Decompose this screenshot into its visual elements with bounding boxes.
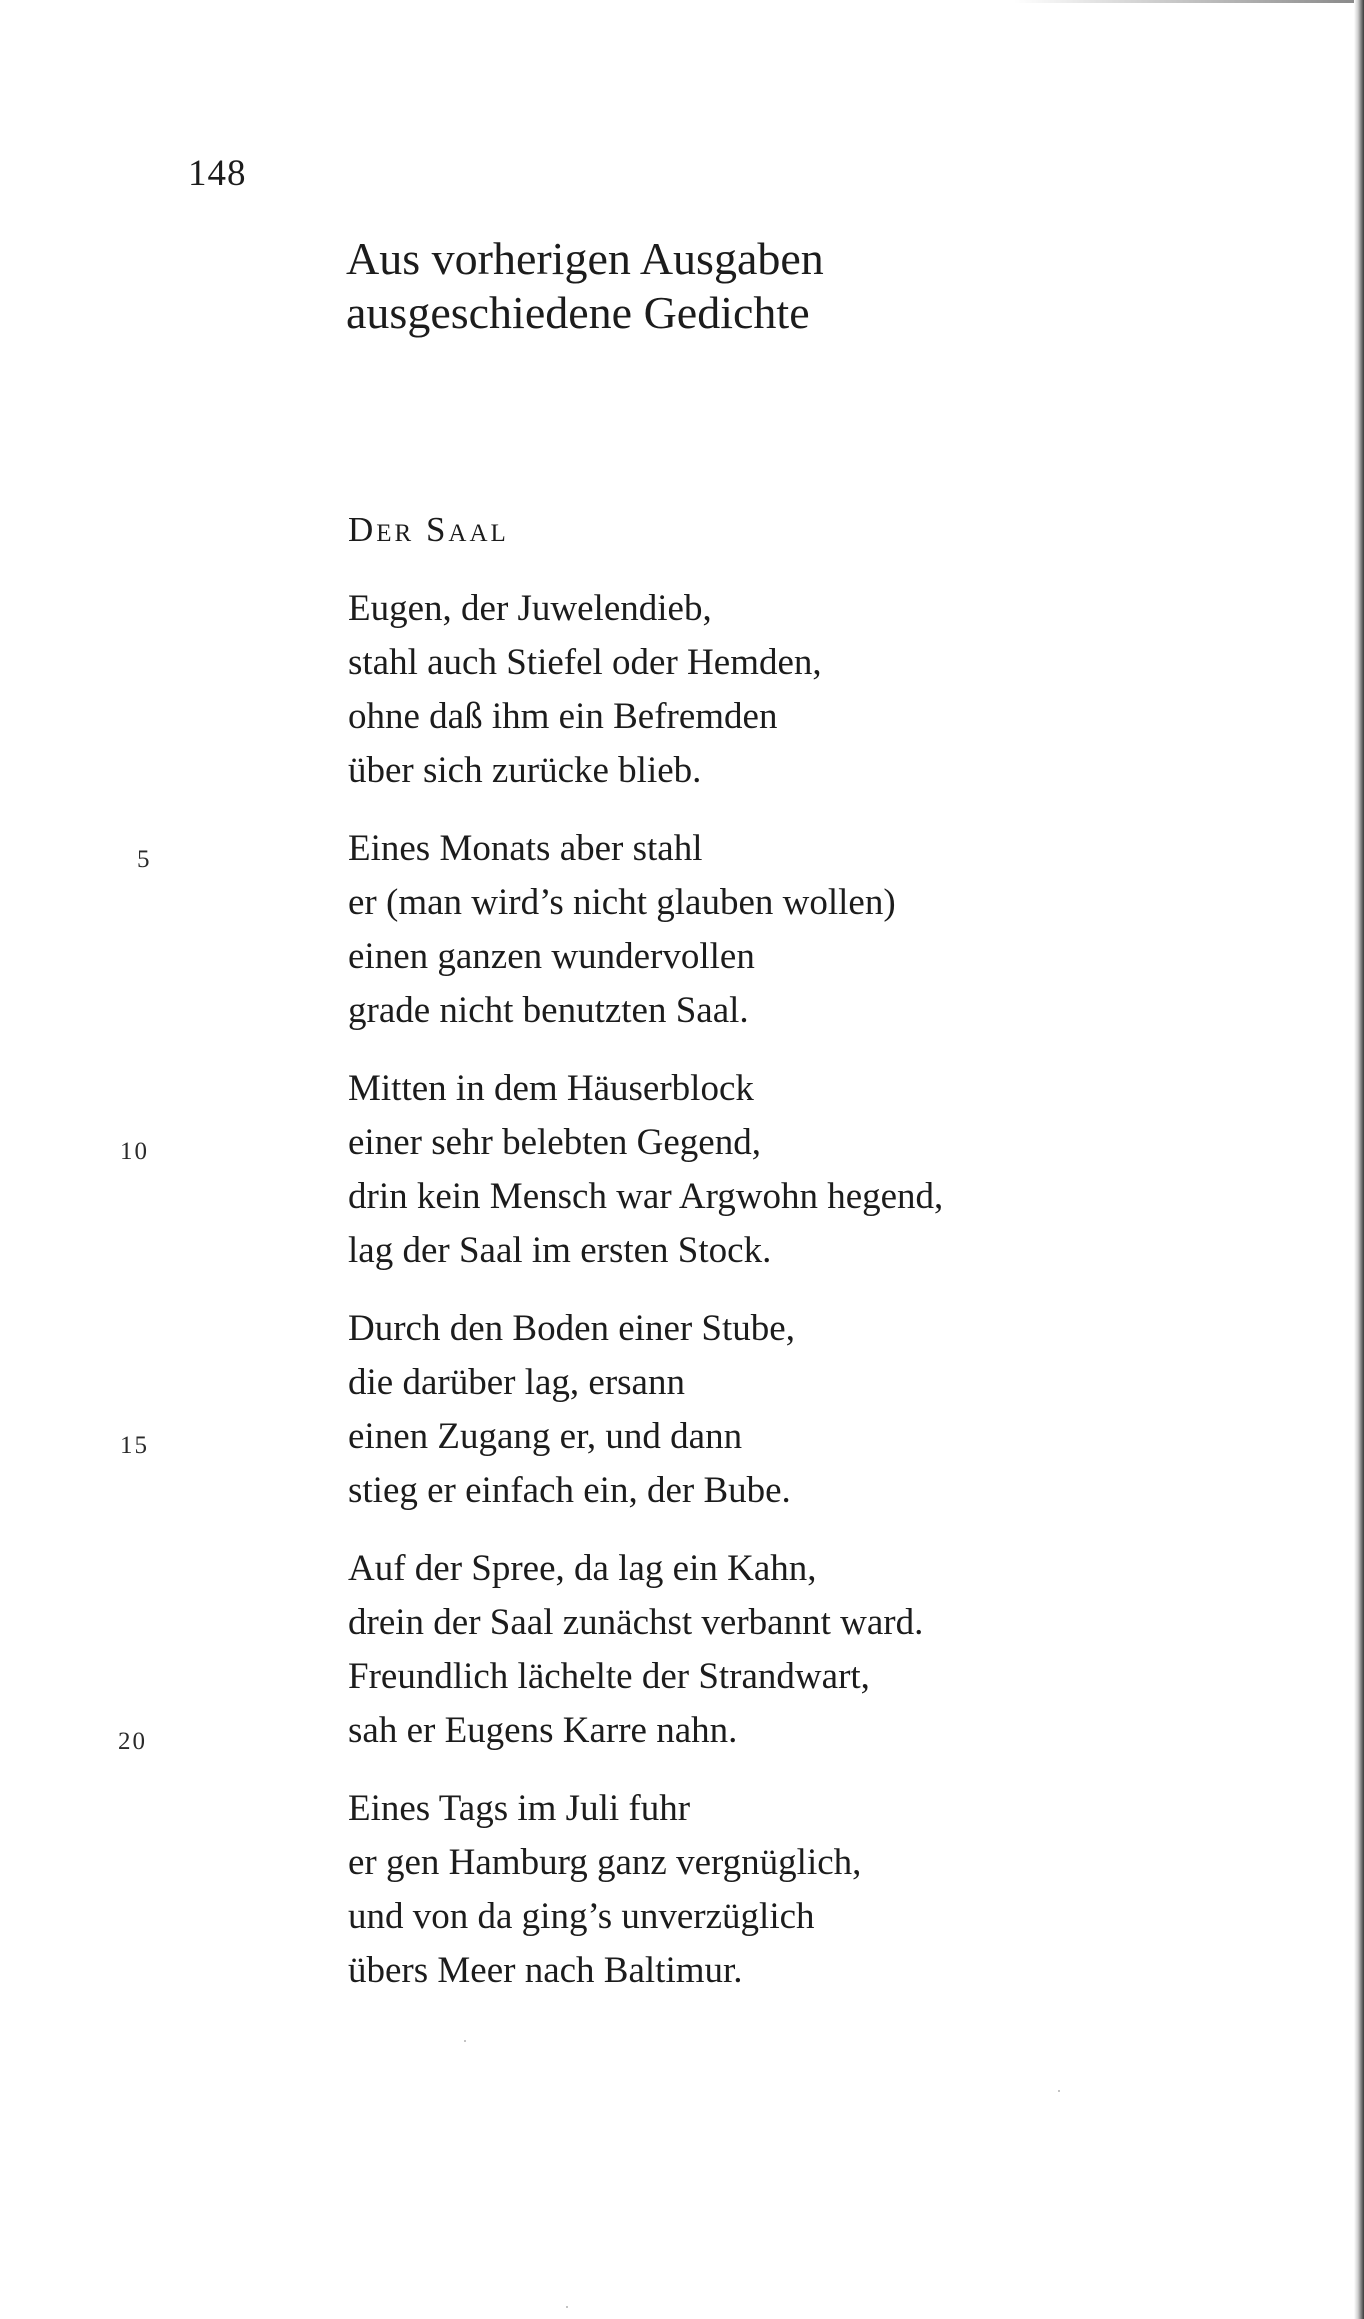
verse-line: Auf der Spree, da lag ein Kahn,: [348, 1548, 817, 1589]
verse-line: drin kein Mensch war Argwohn hegend,: [348, 1176, 944, 1217]
verse-line: und von da ging’s unverzüglich: [348, 1896, 815, 1937]
verse-line: einer sehr belebten Gegend,: [348, 1122, 761, 1163]
verse-line: grade nicht benutzten Saal.: [348, 990, 749, 1031]
verse-line: Freundlich lächelte der Strandwart,: [348, 1656, 870, 1697]
verse-line: Mitten in dem Häuserblock: [348, 1068, 754, 1109]
line-number: 15: [120, 1432, 149, 1459]
page-number: 148: [188, 153, 247, 194]
verse-line: einen ganzen wundervollen: [348, 936, 755, 977]
verse-line: über sich zurücke blieb.: [348, 750, 702, 791]
verse-line: übers Meer nach Baltimur.: [348, 1950, 743, 1991]
section-title: [346, 232, 824, 340]
scan-speck: [1058, 2090, 1060, 2092]
verse-line: stahl auch Stiefel oder Hemden,: [348, 642, 822, 683]
scan-speck: [464, 2040, 466, 2042]
page-edge-line: [1014, 0, 1354, 3]
verse-line: er (man wird’s nicht glauben wollen): [348, 882, 896, 923]
verse-line: sah er Eugens Karre nahn.: [348, 1710, 738, 1751]
line-number: 20: [118, 1728, 147, 1755]
poem-title: Der Saal: [348, 510, 509, 549]
verse-line: die darüber lag, ersann: [348, 1362, 685, 1403]
scan-speck: [566, 2306, 568, 2308]
section-title-line-2: ausgeschiedene Gedichte: [346, 287, 810, 338]
verse-line: lag der Saal im ersten Stock.: [348, 1230, 772, 1271]
line-number: 5: [137, 846, 152, 873]
section-title-line-1: Aus vorherigen Ausgaben: [346, 233, 824, 284]
line-number: 10: [120, 1138, 149, 1165]
verse-line: Eines Monats aber stahl: [348, 828, 703, 869]
verse-line: ohne daß ihm ein Befremden: [348, 696, 778, 737]
verse-line: Eugen, der Juwelendieb,: [348, 588, 712, 629]
page-edge-shadow: [1354, 0, 1364, 2319]
verse-line: einen Zugang er, und dann: [348, 1416, 743, 1457]
verse-line: er gen Hamburg ganz vergnüglich,: [348, 1842, 862, 1883]
verse-line: stieg er einfach ein, der Bube.: [348, 1470, 791, 1511]
verse-line: Eines Tags im Juli fuhr: [348, 1788, 691, 1829]
verse-line: drein der Saal zunächst verbannt ward.: [348, 1602, 924, 1643]
verse-line: Durch den Boden einer Stube,: [348, 1308, 795, 1349]
